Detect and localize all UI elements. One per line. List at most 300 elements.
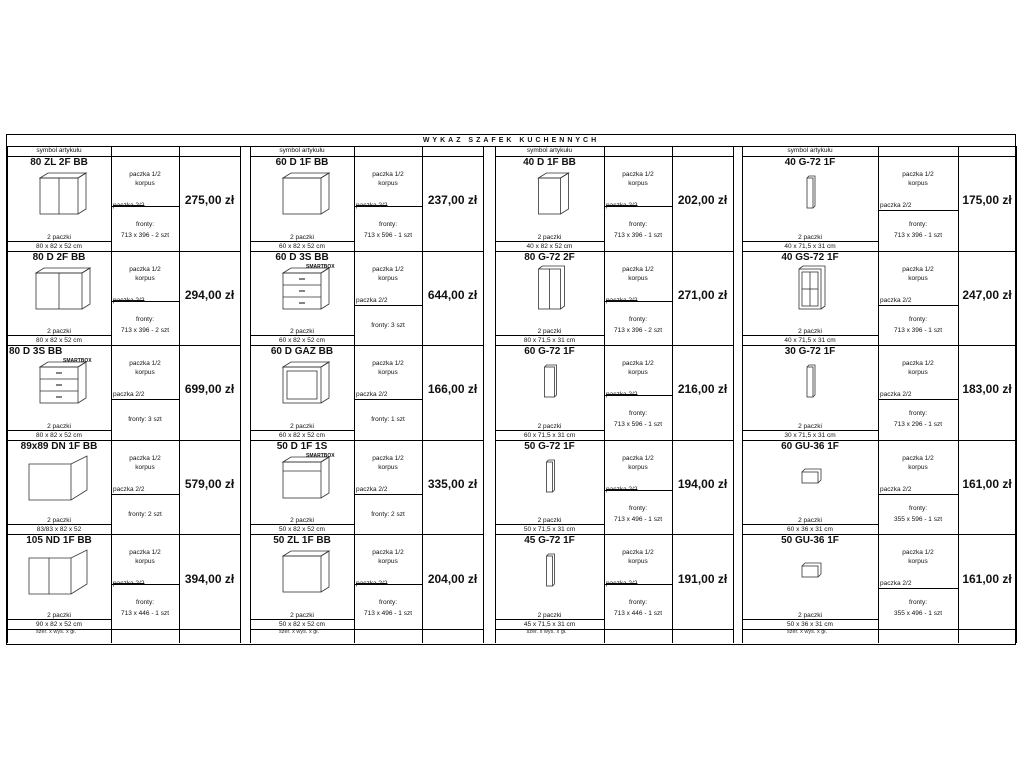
fronts-info: fronty: 2 szt <box>128 510 162 518</box>
packaging-cell <box>878 251 958 346</box>
packaging-cell <box>354 345 422 440</box>
fronts-label: fronty: <box>628 221 648 228</box>
dimensions: 60 x 71,5 x 31 cm <box>495 430 604 440</box>
product-name: 50 GU-36 1F <box>781 535 839 547</box>
packaging-cell <box>111 534 179 629</box>
packaging-cell <box>111 251 179 346</box>
product-name: 50 D 1F 1S <box>276 440 328 452</box>
cabinet-drawing-icon <box>250 265 354 321</box>
product-image <box>742 454 878 515</box>
product-image <box>7 454 111 515</box>
price: 194,00 zł <box>677 477 728 492</box>
dimensions: 80 x 82 x 52 cm <box>7 241 111 251</box>
cabinet-drawing-icon <box>742 170 878 226</box>
product-image <box>742 265 878 326</box>
packaging-cell <box>878 345 958 440</box>
package-2-label: paczka 2/2 <box>356 202 388 209</box>
price: 204,00 zł <box>427 571 478 586</box>
price: 275,00 zł <box>184 193 235 208</box>
price-cell <box>179 156 240 251</box>
package-1-label <box>111 170 179 188</box>
sheet-title: WYKAZ SZAFEK KUCHENNYCH <box>7 135 1015 147</box>
package-2-label: paczka 2/2 <box>606 485 638 493</box>
price: 202,00 zł <box>677 193 728 208</box>
price-cell <box>672 156 733 251</box>
product-image <box>7 548 111 609</box>
divider <box>354 399 422 400</box>
product-cell <box>7 156 111 251</box>
package-1-label <box>878 548 958 566</box>
cabinet-drawing-icon <box>742 548 878 604</box>
package-count: 2 paczki <box>798 422 822 430</box>
packaging-cell <box>878 156 958 251</box>
dimensions: 50 x 82 x 52 cm <box>250 524 354 534</box>
product-cell <box>7 534 111 629</box>
package-1-content: korpus <box>135 369 155 377</box>
cabinet-drawing-icon <box>742 359 878 415</box>
symbol-header <box>742 146 1016 156</box>
fronts-size: 713 x 296 - 1 szt <box>893 421 943 429</box>
cabinet-drawing-icon <box>7 548 111 604</box>
price-cell <box>672 534 733 629</box>
package-1-title: paczka 1/2 <box>372 360 404 368</box>
package-1-title: paczka 1/2 <box>622 549 654 557</box>
package-1-label <box>354 359 422 377</box>
product-name: 45 G-72 1F <box>524 535 575 547</box>
divider <box>354 494 422 495</box>
price-cell <box>422 156 483 251</box>
divider <box>483 146 484 643</box>
cabinet-drawing-icon <box>250 170 354 226</box>
divider <box>111 399 179 400</box>
fronts-size: 713 x 496 - 1 szt <box>363 610 413 618</box>
dimensions: 40 x 82 x 52 cm <box>495 241 604 251</box>
smartbox-label: SMARTBOX <box>306 452 335 459</box>
product-cell <box>495 534 604 629</box>
package-count: 2 paczki <box>290 611 314 619</box>
package-1-label <box>604 454 672 472</box>
smartbox-label: SMARTBOX <box>63 358 92 365</box>
package-1-title: paczka 1/2 <box>129 265 161 273</box>
package-1-content: korpus <box>378 558 398 566</box>
package-1-title: paczka 1/2 <box>902 171 934 178</box>
package-2-label: paczka 2/2 <box>113 296 145 304</box>
product-image <box>742 548 878 609</box>
product-cell <box>250 440 354 535</box>
packaging-cell <box>111 156 179 251</box>
product-name: 105 ND 1F BB <box>26 535 92 547</box>
price: 247,00 zł <box>962 287 1012 302</box>
product-name: 80 D 2F BB <box>32 251 86 263</box>
package-2-label: paczka 2/2 <box>606 391 638 399</box>
package-1-title: paczka 1/2 <box>902 549 934 557</box>
packaging-cell <box>354 534 422 629</box>
package-1-label <box>111 454 179 472</box>
package-1-label <box>604 548 672 566</box>
product-name: 60 D 3S BB <box>275 251 329 263</box>
symbol-header <box>495 146 733 156</box>
product-image <box>742 359 878 420</box>
packaging-cell <box>604 534 672 629</box>
package-count: 2 paczki <box>798 233 822 241</box>
package-1-title: paczka 1/2 <box>372 454 404 462</box>
package-1-title: paczka 1/2 <box>902 360 934 368</box>
package-2-label: paczka 2/2 <box>113 485 145 493</box>
dimensions-legend: szer. x wys. x gł. <box>526 629 567 635</box>
price: 699,00 zł <box>184 382 235 397</box>
package-2-label: paczka 2/2 <box>356 296 388 304</box>
price: 335,00 zł <box>427 477 478 492</box>
package-1-title: paczka 1/2 <box>129 549 161 557</box>
cabinet-drawing-icon <box>7 265 111 321</box>
package-1-title: paczka 1/2 <box>129 360 161 368</box>
product-image <box>7 359 111 420</box>
product-name: 80 G-72 2F <box>524 251 575 263</box>
divider <box>733 146 734 643</box>
symbol-header-label: symbol artykułu <box>526 147 573 154</box>
price-cell <box>672 345 733 440</box>
price: 579,00 zł <box>184 477 235 492</box>
fronts-label: fronty: <box>908 315 928 323</box>
package-1-content: korpus <box>135 274 155 282</box>
symbol-header-label: symbol artykułu <box>279 147 325 154</box>
fronts-size: 355 x 596 - 1 szt <box>893 515 943 523</box>
price-list-sheet <box>6 134 1016 645</box>
package-1-content: korpus <box>908 463 928 471</box>
product-name: 40 G-72 1F <box>784 157 836 168</box>
package-count: 2 paczki <box>537 233 562 241</box>
divider <box>354 305 422 306</box>
dimensions: 80 x 82 x 52 cm <box>7 430 111 440</box>
product-cell <box>7 251 111 346</box>
fronts-size: 713 x 396 - 2 szt <box>613 326 663 334</box>
product-name: 89x89 DN 1F BB <box>20 440 98 452</box>
package-1-label <box>878 170 958 188</box>
package-count: 2 paczki <box>537 517 562 525</box>
package-1-content: korpus <box>378 180 398 187</box>
product-cell <box>250 534 354 629</box>
package-1-label <box>354 170 422 188</box>
smartbox-label: SMARTBOX <box>306 263 335 270</box>
package-1-content: korpus <box>135 463 155 471</box>
divider <box>878 399 958 400</box>
package-2-label: paczka 2/2 <box>606 202 638 209</box>
product-image <box>495 454 604 515</box>
divider <box>742 629 1016 630</box>
price-cell <box>672 251 733 346</box>
price-cell <box>422 345 483 440</box>
fronts-size: 713 x 596 - 1 szt <box>363 232 413 239</box>
product-image <box>495 548 604 609</box>
price-cell <box>179 440 240 535</box>
package-1-content: korpus <box>908 369 928 377</box>
product-image <box>250 454 354 515</box>
package-1-label <box>111 548 179 566</box>
fronts-size: 713 x 396 - 1 szt <box>893 232 943 239</box>
package-1-content: korpus <box>628 558 648 566</box>
column-group <box>7 146 240 643</box>
package-1-label <box>354 454 422 472</box>
package-1-title: paczka 1/2 <box>622 265 654 273</box>
package-1-label <box>604 265 672 283</box>
package-1-content: korpus <box>908 180 928 187</box>
dimensions: 50 x 71,5 x 31 cm <box>495 524 604 534</box>
cabinet-drawing-icon <box>495 454 604 510</box>
divider <box>878 494 958 495</box>
package-2-label: paczka 2/2 <box>880 485 912 493</box>
product-image <box>495 359 604 420</box>
packaging-cell <box>111 345 179 440</box>
product-cell <box>495 251 604 346</box>
price: 216,00 zł <box>677 382 728 397</box>
divider <box>878 588 958 589</box>
product-image <box>250 170 354 231</box>
dimensions: 30 x 71,5 x 31 cm <box>742 430 878 440</box>
cabinet-drawing-icon <box>7 454 111 510</box>
price: 294,00 zł <box>184 287 235 302</box>
product-name: 40 GS-72 1F <box>781 251 839 263</box>
package-2-label: paczka 2/2 <box>113 580 145 588</box>
product-cell <box>742 156 878 251</box>
cabinet-drawing-icon <box>7 359 111 415</box>
packaging-cell <box>878 440 958 535</box>
product-image <box>495 170 604 231</box>
product-cell <box>495 345 604 440</box>
package-count: 2 paczki <box>47 422 71 430</box>
fronts-label: fronty: <box>628 504 648 512</box>
cabinet-drawing-icon <box>250 359 354 415</box>
cabinet-drawing-icon <box>495 548 604 604</box>
package-count: 2 paczki <box>290 517 314 525</box>
price: 271,00 zł <box>677 287 728 302</box>
price: 166,00 zł <box>427 382 478 397</box>
packaging-cell <box>878 534 958 629</box>
fronts-size: 355 x 496 - 1 szt <box>893 610 943 618</box>
package-1-content: korpus <box>908 558 928 566</box>
package-1-title: paczka 1/2 <box>902 265 934 273</box>
fronts-label: fronty: <box>628 410 648 418</box>
symbol-header-label: symbol artykułu <box>787 147 833 154</box>
product-cell <box>250 345 354 440</box>
dimensions: 60 x 82 x 52 cm <box>250 335 354 345</box>
symbol-header <box>7 146 240 156</box>
dimensions: 83/83 x 82 x 52 <box>7 524 111 534</box>
package-count: 2 paczki <box>47 233 71 241</box>
product-name: 40 D 1F BB <box>523 157 576 168</box>
package-count: 2 paczki <box>47 517 71 525</box>
cabinet-drawing-icon <box>7 170 111 226</box>
package-2-label: paczka 2/2 <box>356 485 388 493</box>
dimensions: 60 x 82 x 52 cm <box>250 430 354 440</box>
dimensions-legend: szer. x wys. x gł. <box>36 629 77 635</box>
symbol-header-label: symbol artykułu <box>36 147 82 154</box>
package-1-content: korpus <box>628 180 648 187</box>
product-image <box>495 265 604 326</box>
package-1-content: korpus <box>378 274 398 282</box>
dimensions: 80 x 82 x 52 cm <box>7 335 111 345</box>
fronts-size: 713 x 596 - 1 szt <box>613 421 663 429</box>
package-2-label: paczka 2/2 <box>356 391 388 399</box>
package-2-label: paczka 2/2 <box>880 391 912 399</box>
fronts-size: 713 x 446 - 1 szt <box>120 610 170 618</box>
product-cell <box>7 440 111 535</box>
product-name: 50 ZL 1F BB <box>273 535 331 547</box>
package-1-title: paczka 1/2 <box>622 360 654 368</box>
fronts-size: 713 x 446 - 1 szt <box>613 610 663 618</box>
price: 191,00 zł <box>677 571 728 586</box>
package-2-label: paczka 2/2 <box>880 580 912 588</box>
package-2-label: paczka 2/2 <box>113 391 145 399</box>
package-count: 2 paczki <box>537 328 562 336</box>
dimensions-legend: szer. x wys. x gł. <box>787 629 828 635</box>
cabinet-drawing-icon <box>495 359 604 415</box>
product-image <box>7 265 111 326</box>
fronts-label: fronty: <box>628 599 648 607</box>
package-1-label <box>111 359 179 377</box>
package-count: 2 paczki <box>290 233 314 241</box>
fronts-size: 713 x 396 - 1 szt <box>893 326 943 334</box>
divider <box>240 146 241 643</box>
product-cell <box>495 156 604 251</box>
packaging-cell <box>604 251 672 346</box>
dimensions: 40 x 71,5 x 31 cm <box>742 335 878 345</box>
fronts-label: fronty: <box>135 599 155 607</box>
dimensions: 90 x 82 x 52 cm <box>7 619 111 629</box>
package-count: 2 paczki <box>47 611 71 619</box>
package-1-content: korpus <box>378 463 398 471</box>
dimensions: 50 x 82 x 52 cm <box>250 619 354 629</box>
package-1-content: korpus <box>628 369 648 377</box>
package-2-label: paczka 2/2 <box>606 296 638 304</box>
package-count: 2 paczki <box>798 517 822 525</box>
divider <box>878 305 958 306</box>
price-cell <box>179 251 240 346</box>
package-1-label <box>604 170 672 188</box>
package-1-label <box>604 359 672 377</box>
symbol-header <box>250 146 483 156</box>
fronts-label: fronty: <box>135 221 155 228</box>
package-2-label: paczka 2/2 <box>880 202 912 209</box>
column-group <box>250 146 483 643</box>
package-1-label <box>354 548 422 566</box>
price-cell <box>179 534 240 629</box>
dimensions: 45 x 71,5 x 31 cm <box>495 619 604 629</box>
product-name: 50 G-72 1F <box>524 440 575 452</box>
package-1-content: korpus <box>378 369 398 377</box>
package-1-content: korpus <box>135 180 155 187</box>
price: 644,00 zł <box>427 287 478 302</box>
fronts-label: fronty: <box>908 221 928 228</box>
price-cell <box>958 440 1016 535</box>
product-name: 30 G-72 1F <box>784 346 836 358</box>
fronts-label: fronty: <box>378 599 398 607</box>
price: 183,00 zł <box>962 382 1012 397</box>
package-1-title: paczka 1/2 <box>622 171 654 178</box>
product-image <box>250 265 354 326</box>
dimensions: 40 x 71,5 x 31 cm <box>742 241 878 251</box>
package-1-title: paczka 1/2 <box>129 454 161 462</box>
fronts-label: fronty: <box>908 504 928 512</box>
product-image <box>7 170 111 231</box>
cabinet-drawing-icon <box>250 454 354 510</box>
cabinet-drawing-icon <box>250 548 354 604</box>
price-cell <box>958 251 1016 346</box>
product-image <box>250 359 354 420</box>
cabinet-drawing-icon <box>495 265 604 321</box>
package-count: 2 paczki <box>47 328 71 336</box>
column-group <box>495 146 733 643</box>
package-1-label <box>111 265 179 283</box>
product-name: 60 D 1F BB <box>275 157 329 168</box>
package-2-label: paczka 2/2 <box>606 580 638 588</box>
price-cell <box>422 251 483 346</box>
package-count: 2 paczki <box>537 611 562 619</box>
packaging-cell <box>604 156 672 251</box>
product-cell <box>495 440 604 535</box>
fronts-size: 713 x 396 - 1 szt <box>613 232 663 239</box>
dimensions: 80 x 71,5 x 31 cm <box>495 335 604 345</box>
fronts-size: 713 x 496 - 1 szt <box>613 515 663 523</box>
product-cell <box>742 534 878 629</box>
packaging-cell <box>354 440 422 535</box>
package-1-label <box>878 359 958 377</box>
product-name: 80 ZL 2F BB <box>30 157 88 168</box>
package-1-content: korpus <box>628 274 648 282</box>
product-name: 60 GU-36 1F <box>781 440 839 452</box>
divider <box>878 210 958 211</box>
product-image <box>742 170 878 231</box>
packaging-cell <box>354 251 422 346</box>
fronts-size: 713 x 396 - 2 szt <box>120 326 170 334</box>
price-cell <box>422 440 483 535</box>
price-cell <box>672 440 733 535</box>
package-1-label <box>354 265 422 283</box>
cabinet-drawing-icon <box>742 265 878 321</box>
package-1-title: paczka 1/2 <box>372 549 404 557</box>
divider <box>111 494 179 495</box>
package-1-title: paczka 1/2 <box>129 171 161 178</box>
price-cell <box>958 156 1016 251</box>
package-count: 2 paczki <box>537 422 562 430</box>
product-name: 60 D GAZ BB <box>270 346 334 358</box>
packaging-cell <box>604 440 672 535</box>
fronts-info: fronty: 3 szt <box>128 416 162 424</box>
price: 394,00 zł <box>184 571 235 586</box>
dimensions: 50 x 36 x 31 cm <box>742 619 878 629</box>
package-1-content: korpus <box>908 274 928 282</box>
product-image <box>250 548 354 609</box>
package-2-label: paczka 2/2 <box>113 202 145 209</box>
price: 237,00 zł <box>427 193 478 208</box>
product-cell <box>742 440 878 535</box>
package-1-content: korpus <box>628 463 648 471</box>
package-1-title: paczka 1/2 <box>902 454 934 462</box>
fronts-label: fronty: <box>135 315 155 323</box>
product-cell <box>742 251 878 346</box>
packaging-cell <box>111 440 179 535</box>
dimensions-legend: szer. x wys. x gł. <box>279 629 320 635</box>
dimensions: 60 x 36 x 31 cm <box>742 524 878 534</box>
price: 161,00 zł <box>962 477 1012 492</box>
package-1-label <box>878 265 958 283</box>
fronts-info: fronty: 2 szt <box>371 510 405 518</box>
dimensions: 60 x 82 x 52 cm <box>250 241 354 251</box>
product-name: 60 G-72 1F <box>524 346 575 358</box>
package-1-content: korpus <box>135 558 155 566</box>
fronts-size: 713 x 396 - 2 szt <box>120 232 170 239</box>
package-1-label <box>878 454 958 472</box>
fronts-label: fronty: <box>908 599 928 607</box>
